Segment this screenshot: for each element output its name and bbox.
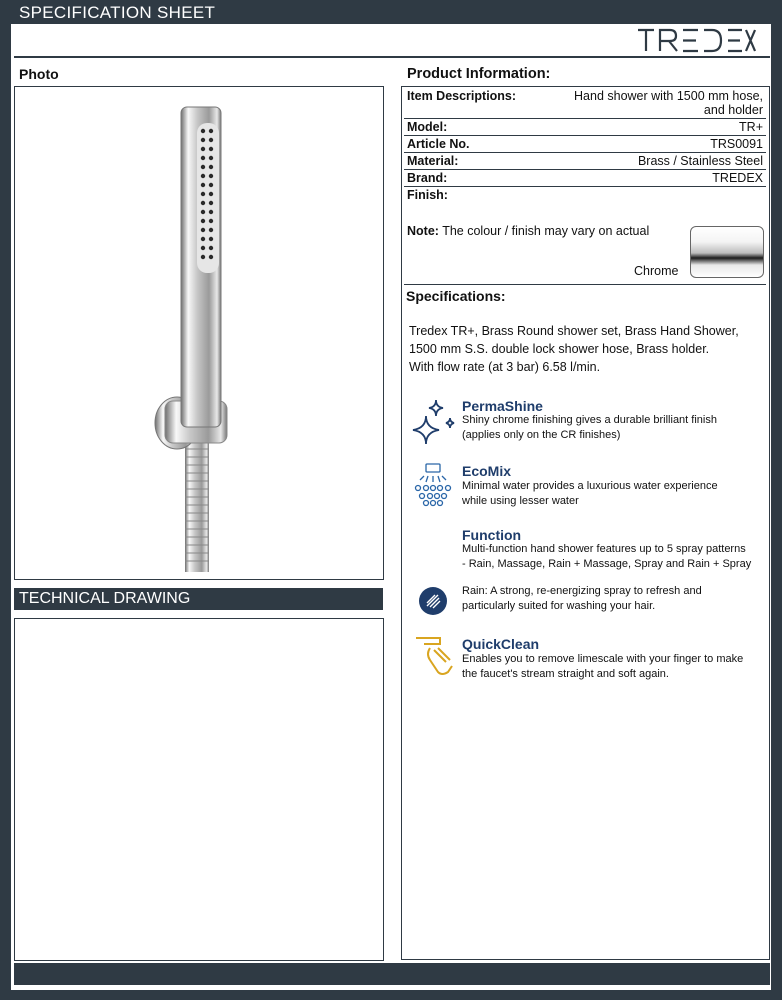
finish-name: Chrome (634, 264, 679, 278)
header-divider (14, 56, 770, 58)
article-no-value: TRS0091 (550, 136, 766, 153)
ecomix-text (462, 479, 767, 509)
technical-drawing-label: TECHNICAL DRAWING (19, 590, 191, 607)
footer-bar (14, 963, 770, 985)
product-info-panel (401, 86, 770, 960)
item-descriptions-key: Item Descriptions: (404, 88, 550, 119)
photo-box (14, 86, 384, 580)
model-key: Model: (404, 119, 550, 136)
permashine-title: PermaShine (462, 398, 543, 414)
finish-key: Finish: (407, 188, 448, 202)
function-text (462, 542, 767, 572)
function-line2: - Rain, Massage, Rain + Massage, Spray and Rain + Spray (462, 558, 752, 570)
brand-logo (636, 26, 756, 54)
brand-key: Brand: (404, 170, 550, 187)
tredex-logo-icon (636, 26, 756, 54)
product-info-table (404, 88, 766, 203)
spec-divider (404, 284, 766, 285)
specifications-text (409, 322, 767, 376)
rain-line2: particularly suited for washing your hair. (462, 600, 656, 612)
quickclean-line1: Enables you to remove limescale with your finger to make (462, 653, 744, 665)
water-drops-icon (410, 462, 456, 508)
table-row (404, 187, 766, 204)
table-row (404, 170, 766, 187)
table-row (404, 153, 766, 170)
material-value: Brass / Stainless Steel (550, 153, 766, 170)
quickclean-title: QuickClean (462, 636, 540, 652)
model-value: TR+ (550, 119, 766, 136)
page-title: SPECIFICATION SHEET (19, 3, 216, 22)
table-row (404, 119, 766, 136)
function-title: Function (462, 527, 522, 543)
rain-spray-icon (418, 586, 448, 616)
rain-line1: Rain: A strong, re-energizing spray to refresh and (462, 585, 702, 597)
hand-shower-photo (15, 87, 383, 579)
permashine-line2: (applies only on the CR finishes) (462, 429, 621, 441)
brand-value: TREDEX (550, 170, 766, 187)
spec-line-3: With flow rate (at 3 bar) 6.58 l/min. (409, 360, 601, 374)
article-no-key: Article No. (404, 136, 550, 153)
rain-text (462, 584, 767, 614)
specifications-label: Specifications: (406, 288, 506, 304)
spec-line-2: 1500 mm S.S. double lock shower hose, Brass holder. (409, 342, 710, 356)
permashine-text (462, 413, 767, 443)
finish-value (550, 187, 766, 204)
finger-clean-icon (412, 634, 456, 678)
chrome-swatch (690, 226, 764, 278)
finish-note (407, 224, 649, 238)
technical-drawing-box (14, 618, 384, 961)
note-label: Note: (407, 224, 439, 238)
table-row (404, 136, 766, 153)
function-line1: Multi-function hand shower features up to 5 spray patterns (462, 543, 746, 555)
permashine-line1: Shiny chrome finishing gives a durable brilliant finish (462, 414, 717, 426)
item-descriptions-line2: and holder (703, 103, 763, 117)
ecomix-line1: Minimal water provides a luxurious water experience (462, 480, 718, 492)
quickclean-line2: the faucet's stream straight and soft again. (462, 668, 669, 680)
header-bar (11, 0, 771, 24)
photo-label: Photo (19, 66, 59, 82)
table-row (404, 88, 766, 119)
spec-line-1: Tredex TR+, Brass Round shower set, Brass Hand Shower, (409, 324, 739, 338)
item-descriptions-value (550, 88, 766, 119)
material-key: Material: (404, 153, 550, 170)
ecomix-line2: while using lesser water (462, 495, 579, 507)
quickclean-text (462, 652, 767, 682)
item-descriptions-line1: Hand shower with 1500 mm hose, (574, 89, 763, 103)
ecomix-title: EcoMix (462, 463, 512, 479)
product-info-label: Product Information: (407, 66, 551, 82)
note-text: The colour / finish may vary on actual (442, 224, 650, 238)
sparkle-icon (408, 396, 458, 446)
technical-drawing-bar (14, 588, 383, 610)
